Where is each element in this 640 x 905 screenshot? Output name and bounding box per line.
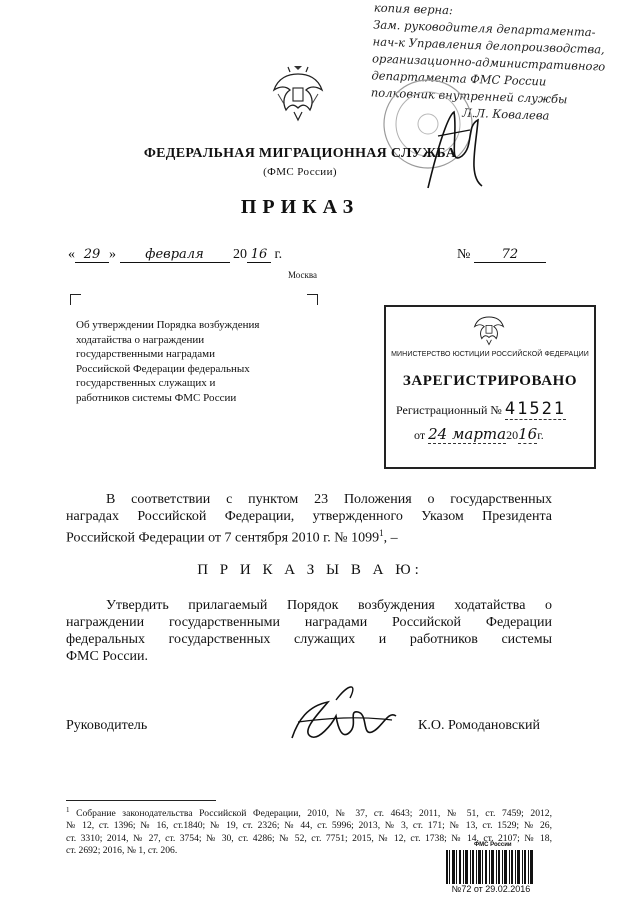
footnote-divider — [66, 800, 216, 801]
close-quote: » — [109, 247, 116, 262]
issue-year-prefix: 20 — [233, 247, 247, 262]
order-subject — [76, 318, 312, 406]
stamp-date-prefix: от — [414, 428, 426, 442]
note-line: Зам. руководителя департамента- — [373, 17, 596, 40]
number-sign: № — [457, 247, 471, 262]
paragraph-line: наградах Российской Федерации, утвержденного Указом Президента — [66, 509, 552, 524]
order-number-value: 72 — [474, 247, 546, 263]
issue-month: февраля — [120, 247, 230, 263]
subject-bracket-left — [70, 294, 81, 305]
issue-date — [68, 247, 282, 263]
open-quote: « — [68, 247, 75, 262]
footnote-reference: 1 — [379, 528, 384, 538]
subject-line: Об утверждении Порядка возбуждения — [76, 319, 260, 331]
paragraph-line: награждении государственными наградами Российской Федерации — [66, 615, 552, 630]
decree-heading: П Р И К А З Ы В А Ю: — [197, 562, 423, 578]
paragraph-line: В соответствии с пунктом 23 Положения о государственных — [106, 492, 552, 507]
footnote-line-text: Собрание законодательства Российской Федерации, 2010, № 37, ст. 4643; 2011, № 51, ст. 7459; 2012, — [76, 808, 552, 820]
footnote-marker: 1 — [66, 806, 70, 814]
paragraph-line: ФМС России. — [66, 649, 149, 664]
subject-line: государственных служащих и — [76, 377, 216, 390]
stamp-number-value: 41521 — [504, 399, 567, 419]
ministry-emblem-icon — [472, 311, 506, 347]
paragraph-line: Утвердить прилагаемый Порядок возбуждения ходатайства о — [106, 598, 552, 613]
operative-paragraph — [66, 597, 552, 665]
order-number — [457, 247, 546, 263]
footnote-line: ст. 3310; 2014, № 27, ст. 3754; № 30, ст. 4286; № 52, ст. 7751; 2015, № 12, ст. 1738; № 14, ст. 2107; № 18, — [66, 832, 552, 844]
agency-name: ФЕДЕРАЛЬНАЯ МИГРАЦИОННАЯ СЛУЖБА — [143, 146, 457, 161]
registration-stamp — [384, 305, 596, 469]
note-line: нач-к Управления делопроизводства, — [372, 34, 605, 57]
barcode-icon — [446, 850, 534, 886]
signatory-role: Руководитель — [66, 718, 148, 733]
paragraph-line — [66, 525, 552, 547]
document-type-title: ПРИКАЗ — [240, 196, 360, 218]
note-line: копия верна: — [373, 0, 454, 18]
issue-year-unit: г. — [274, 247, 283, 262]
signatory-name: К.О. Ромодановский — [418, 718, 540, 733]
note-line: департамента ФМС России — [371, 68, 547, 89]
stamp-status: ЗАРЕГИСТРИРОВАНО — [402, 373, 578, 389]
footnote-line — [66, 804, 552, 820]
footnote-line: № 12, ст. 1396; № 16, ст.1840; № 19, ст. 2326; № 44, ст. 5996; 2013, № 3, ст. 171; № 13, ст. 1529; № 26, — [66, 820, 552, 832]
barcode-label: ФМС России — [474, 842, 512, 848]
stamp-year-prefix: 20 — [506, 428, 519, 442]
stamp-registration-date — [414, 425, 544, 443]
stamp-date-value: 24 марта — [428, 425, 507, 443]
footnote-line: ст. 2692; 2016, № 1, ст. 206. — [66, 844, 178, 856]
agency-abbreviation: (ФМС России) — [263, 166, 337, 178]
paragraph-line-text: Российской Федерации от 7 сентября 2010 г. № 1099 — [66, 530, 380, 546]
preamble-paragraph — [66, 491, 552, 547]
barcode-number: №72 от 29.02.2016 — [451, 884, 531, 894]
state-emblem-icon — [270, 64, 326, 124]
stamp-year-suffix: 16 — [518, 425, 538, 443]
stamp-ministry: МИНИСТЕРСТВО ЮСТИЦИИ РОССИЙСКОЙ ФЕДЕРАЦИИ — [391, 351, 589, 358]
stamp-registration-number — [396, 399, 566, 419]
subject-line: ходатайства о награждении — [76, 333, 205, 346]
subject-line: работников системы ФМС России — [76, 391, 237, 404]
issue-city: Москва — [288, 270, 317, 280]
stamp-year-unit: г. — [537, 428, 544, 442]
head-signature-icon — [288, 680, 400, 746]
subject-line: Российской Федерации федеральных — [76, 362, 250, 375]
issue-year-suffix: 16 — [247, 247, 271, 263]
paragraph-line-end: , – — [383, 530, 398, 546]
subject-line: государственными наградами — [76, 348, 215, 361]
paragraph-line: федеральных государственных служащих и работников системы — [66, 632, 552, 647]
subject-bracket-right — [307, 294, 318, 305]
issue-day: 29 — [75, 247, 109, 263]
note-line: организационно-административного — [371, 51, 606, 74]
stamp-number-label: Регистрационный № — [396, 403, 502, 417]
note-signature-name: Л.Л. Ковалева — [462, 105, 550, 123]
note-line: полковник внутренней службы — [370, 85, 568, 107]
